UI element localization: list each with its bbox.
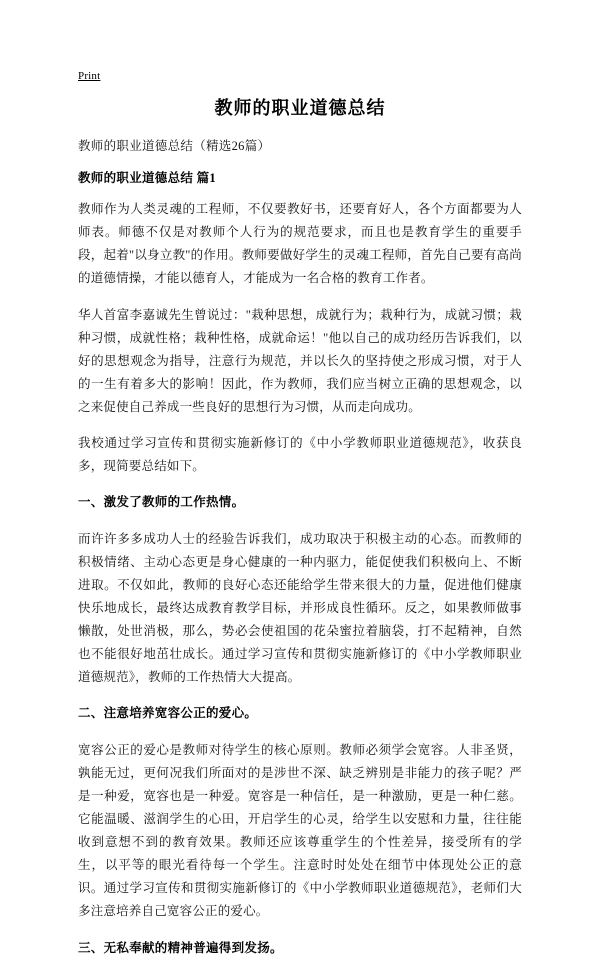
print-link[interactable]: Print <box>78 70 101 82</box>
document-content <box>78 94 522 973</box>
paragraph-3: 我校通过学习宣传和贯彻实施新修订的《中小学教师职业道德规范》，收获良多，现简要总结如下。 <box>78 436 522 474</box>
paragraph-5: 宽容公正的爱心是教师对待学生的核心原则。教师必须学会宽容。人非圣贤，孰能无过，更何况我们所面对的是涉世不深、缺乏辨别是非能力的孩子呢？严是一种爱，宽容也是一种爱。宽容是一种信任，是一种激励，更是一种仁慈。它能温暖、滋润学生的心田，开启学生的心灵，给学生以安慰和力量，往往能收到意想不到的教育效果。教师还应该尊重学生的个性差异，接受所有的学生，以平等的眼光看待每一个学生。注意时时处处在细节中体现处公正的意识。通过学习宣传和贯彻实施新修订的《中小学教师职业道德规范》，老师们大多注意培养自己宽容公正的爱心。 <box>78 742 522 919</box>
numbered-heading-3: 三、无私奉献的精神普遍得到发扬。 <box>78 940 283 955</box>
section-heading: 教师的职业道德总结 篇1 <box>78 171 216 185</box>
page-title: 教师的职业道德总结 <box>214 98 386 118</box>
paragraph-2: 华人首富李嘉诚先生曾说过："栽种思想，成就行为；栽种行为，成就习惯；栽种习惯，成就性格；栽种性格，成就命运！"他以自己的成功经历告诉我们，以好的思想观念为指导，注意行为规范，并以长久的坚持使之形成习惯，对于人的一生有着多大的影响！因此，作为教师，我们应当树立正确的思想观念，以之来促使自己养成一些良好的思想行为习惯，从而走向成功。 <box>78 307 522 414</box>
paragraph-4: 而许许多多成功人士的经验告诉我们，成功取决于积极主动的心态。而教师的积极情绪、主动心态更是身心健康的一种内驱力，能促使我们积极向上、不断进取。不仅如此，教师的良好心态还能给学生带来很大的力量，促进他们健康快乐地成长，最终达成教育教学目标，并形成良性循环。反之，如果教师做事懒散，处世消极，那么，势必会使祖国的花朵蜜拉着脑袋，打不起精神，自然也不能很好地茁壮成长。通过学习宣传和贯彻实施新修订的《中小学教师职业道德规范》，教师的工作热情大大提高。 <box>78 531 522 685</box>
paragraph-1: 教师作为人类灵魂的工程师，不仅要教好书，还要育好人，各个方面都要为人师表。师德不仅是对教师个人行为的规范要求，而且也是教育学生的重要手段，起着"以身立教"的作用。教师要做好学生的灵魂工程师，首先自己要有高尚的道德情操，才能以德育人，才能成为一名合格的教育工作者。 <box>78 202 522 286</box>
document-subtitle: 教师的职业道德总结（精选26篇） <box>78 139 271 153</box>
numbered-heading-1: 一、激发了教师的工作热情。 <box>78 495 245 510</box>
numbered-heading-2: 二、注意培养宽容公正的爱心。 <box>78 706 258 721</box>
